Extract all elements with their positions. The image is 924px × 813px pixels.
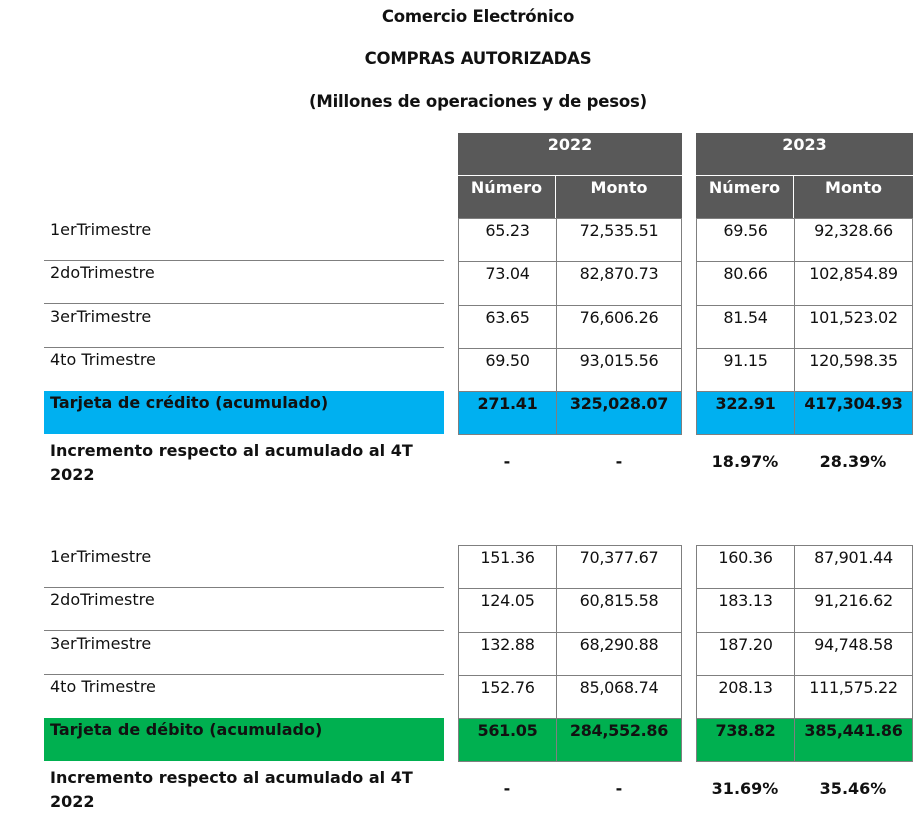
credit-row-label: 3erTrimestre bbox=[44, 305, 444, 348]
debit-cell-m2022: 60,815.58 bbox=[556, 588, 682, 632]
credit-cell-m2023: 92,328.66 bbox=[794, 218, 913, 262]
debit-increment-n2022: - bbox=[503, 778, 511, 798]
credit-increment-n2023: 18.97% bbox=[711, 451, 779, 471]
debit-row-label: 3erTrimestre bbox=[44, 632, 444, 675]
credit-cell-n2023: 69.56 bbox=[696, 218, 795, 262]
credit-increment-label: Incremento respecto al acumulado al 4T 2022 bbox=[50, 440, 413, 484]
credit-cell-n2023: 80.66 bbox=[696, 261, 795, 305]
credit-cell-m2023: 101,523.02 bbox=[794, 305, 913, 349]
debit-cell-n2022: 152.76 bbox=[458, 675, 557, 719]
units-note: (Millones de operaciones y de pesos) bbox=[309, 92, 647, 111]
credit-total-m2022: 325,028.07 bbox=[556, 391, 682, 435]
credit-increment-m2022: - bbox=[615, 451, 623, 471]
credit-cell-n2023: 91.15 bbox=[696, 348, 795, 392]
credit-cell-m2023: 102,854.89 bbox=[794, 261, 913, 305]
debit-total-m2022: 284,552.86 bbox=[556, 718, 682, 762]
debit-cell-m2023: 94,748.58 bbox=[794, 632, 913, 676]
debit-cell-m2023: 91,216.62 bbox=[794, 588, 913, 632]
debit-total-n2022: 561.05 bbox=[458, 718, 557, 762]
credit-increment-m2023: 28.39% bbox=[819, 451, 887, 471]
col-header-numero-2023: Número bbox=[696, 175, 794, 218]
credit-total-n2023: 322.91 bbox=[696, 391, 795, 435]
debit-cell-n2023: 208.13 bbox=[696, 675, 795, 719]
credit-cell-n2022: 69.50 bbox=[458, 348, 557, 392]
debit-cell-n2022: 151.36 bbox=[458, 545, 557, 589]
credit-total-label: Tarjeta de crédito (acumulado) bbox=[44, 391, 444, 434]
document-title: Comercio Electrónico bbox=[381, 7, 575, 26]
credit-cell-n2022: 63.65 bbox=[458, 305, 557, 349]
credit-cell-n2023: 81.54 bbox=[696, 305, 795, 349]
credit-total-m2023: 417,304.93 bbox=[794, 391, 913, 435]
debit-total-m2023: 385,441.86 bbox=[794, 718, 913, 762]
credit-cell-m2022: 76,606.26 bbox=[556, 305, 682, 349]
debit-cell-m2023: 87,901.44 bbox=[794, 545, 913, 589]
credit-row-label: 1erTrimestre bbox=[44, 218, 444, 261]
credit-cell-m2022: 72,535.51 bbox=[556, 218, 682, 262]
debit-row-label: 4to Trimestre bbox=[50, 676, 156, 696]
credit-increment-n2022: - bbox=[503, 451, 511, 471]
debit-total-n2023: 738.82 bbox=[696, 718, 795, 762]
debit-increment-m2023: 35.46% bbox=[819, 778, 887, 798]
debit-cell-n2023: 187.20 bbox=[696, 632, 795, 676]
year-header-2022: 2022 bbox=[458, 133, 682, 175]
debit-cell-n2022: 124.05 bbox=[458, 588, 557, 632]
credit-cell-m2023: 120,598.35 bbox=[794, 348, 913, 392]
debit-row-label: 2doTrimestre bbox=[44, 588, 444, 631]
debit-cell-n2022: 132.88 bbox=[458, 632, 557, 676]
credit-row-label: 4to Trimestre bbox=[50, 349, 156, 369]
credit-cell-n2022: 65.23 bbox=[458, 218, 557, 262]
debit-increment-m2022: - bbox=[615, 778, 623, 798]
debit-cell-n2023: 183.13 bbox=[696, 588, 795, 632]
debit-cell-m2022: 70,377.67 bbox=[556, 545, 682, 589]
col-header-monto-2022: Monto bbox=[556, 175, 682, 218]
col-header-monto-2023: Monto bbox=[794, 175, 913, 218]
credit-cell-n2022: 73.04 bbox=[458, 261, 557, 305]
debit-cell-m2022: 85,068.74 bbox=[556, 675, 682, 719]
debit-increment-label: Incremento respecto al acumulado al 4T 2022 bbox=[50, 767, 413, 811]
year-header-2023: 2023 bbox=[696, 133, 913, 175]
debit-cell-m2023: 111,575.22 bbox=[794, 675, 913, 719]
document-subtitle: COMPRAS AUTORIZADAS bbox=[364, 49, 592, 68]
credit-total-n2022: 271.41 bbox=[458, 391, 557, 435]
debit-cell-m2022: 68,290.88 bbox=[556, 632, 682, 676]
debit-row-label: 1erTrimestre bbox=[44, 545, 444, 588]
credit-row-label: 2doTrimestre bbox=[44, 261, 444, 304]
debit-cell-n2023: 160.36 bbox=[696, 545, 795, 589]
debit-total-label: Tarjeta de débito (acumulado) bbox=[44, 718, 444, 761]
debit-increment-n2023: 31.69% bbox=[711, 778, 779, 798]
credit-cell-m2022: 93,015.56 bbox=[556, 348, 682, 392]
col-header-numero-2022: Número bbox=[458, 175, 556, 218]
credit-cell-m2022: 82,870.73 bbox=[556, 261, 682, 305]
